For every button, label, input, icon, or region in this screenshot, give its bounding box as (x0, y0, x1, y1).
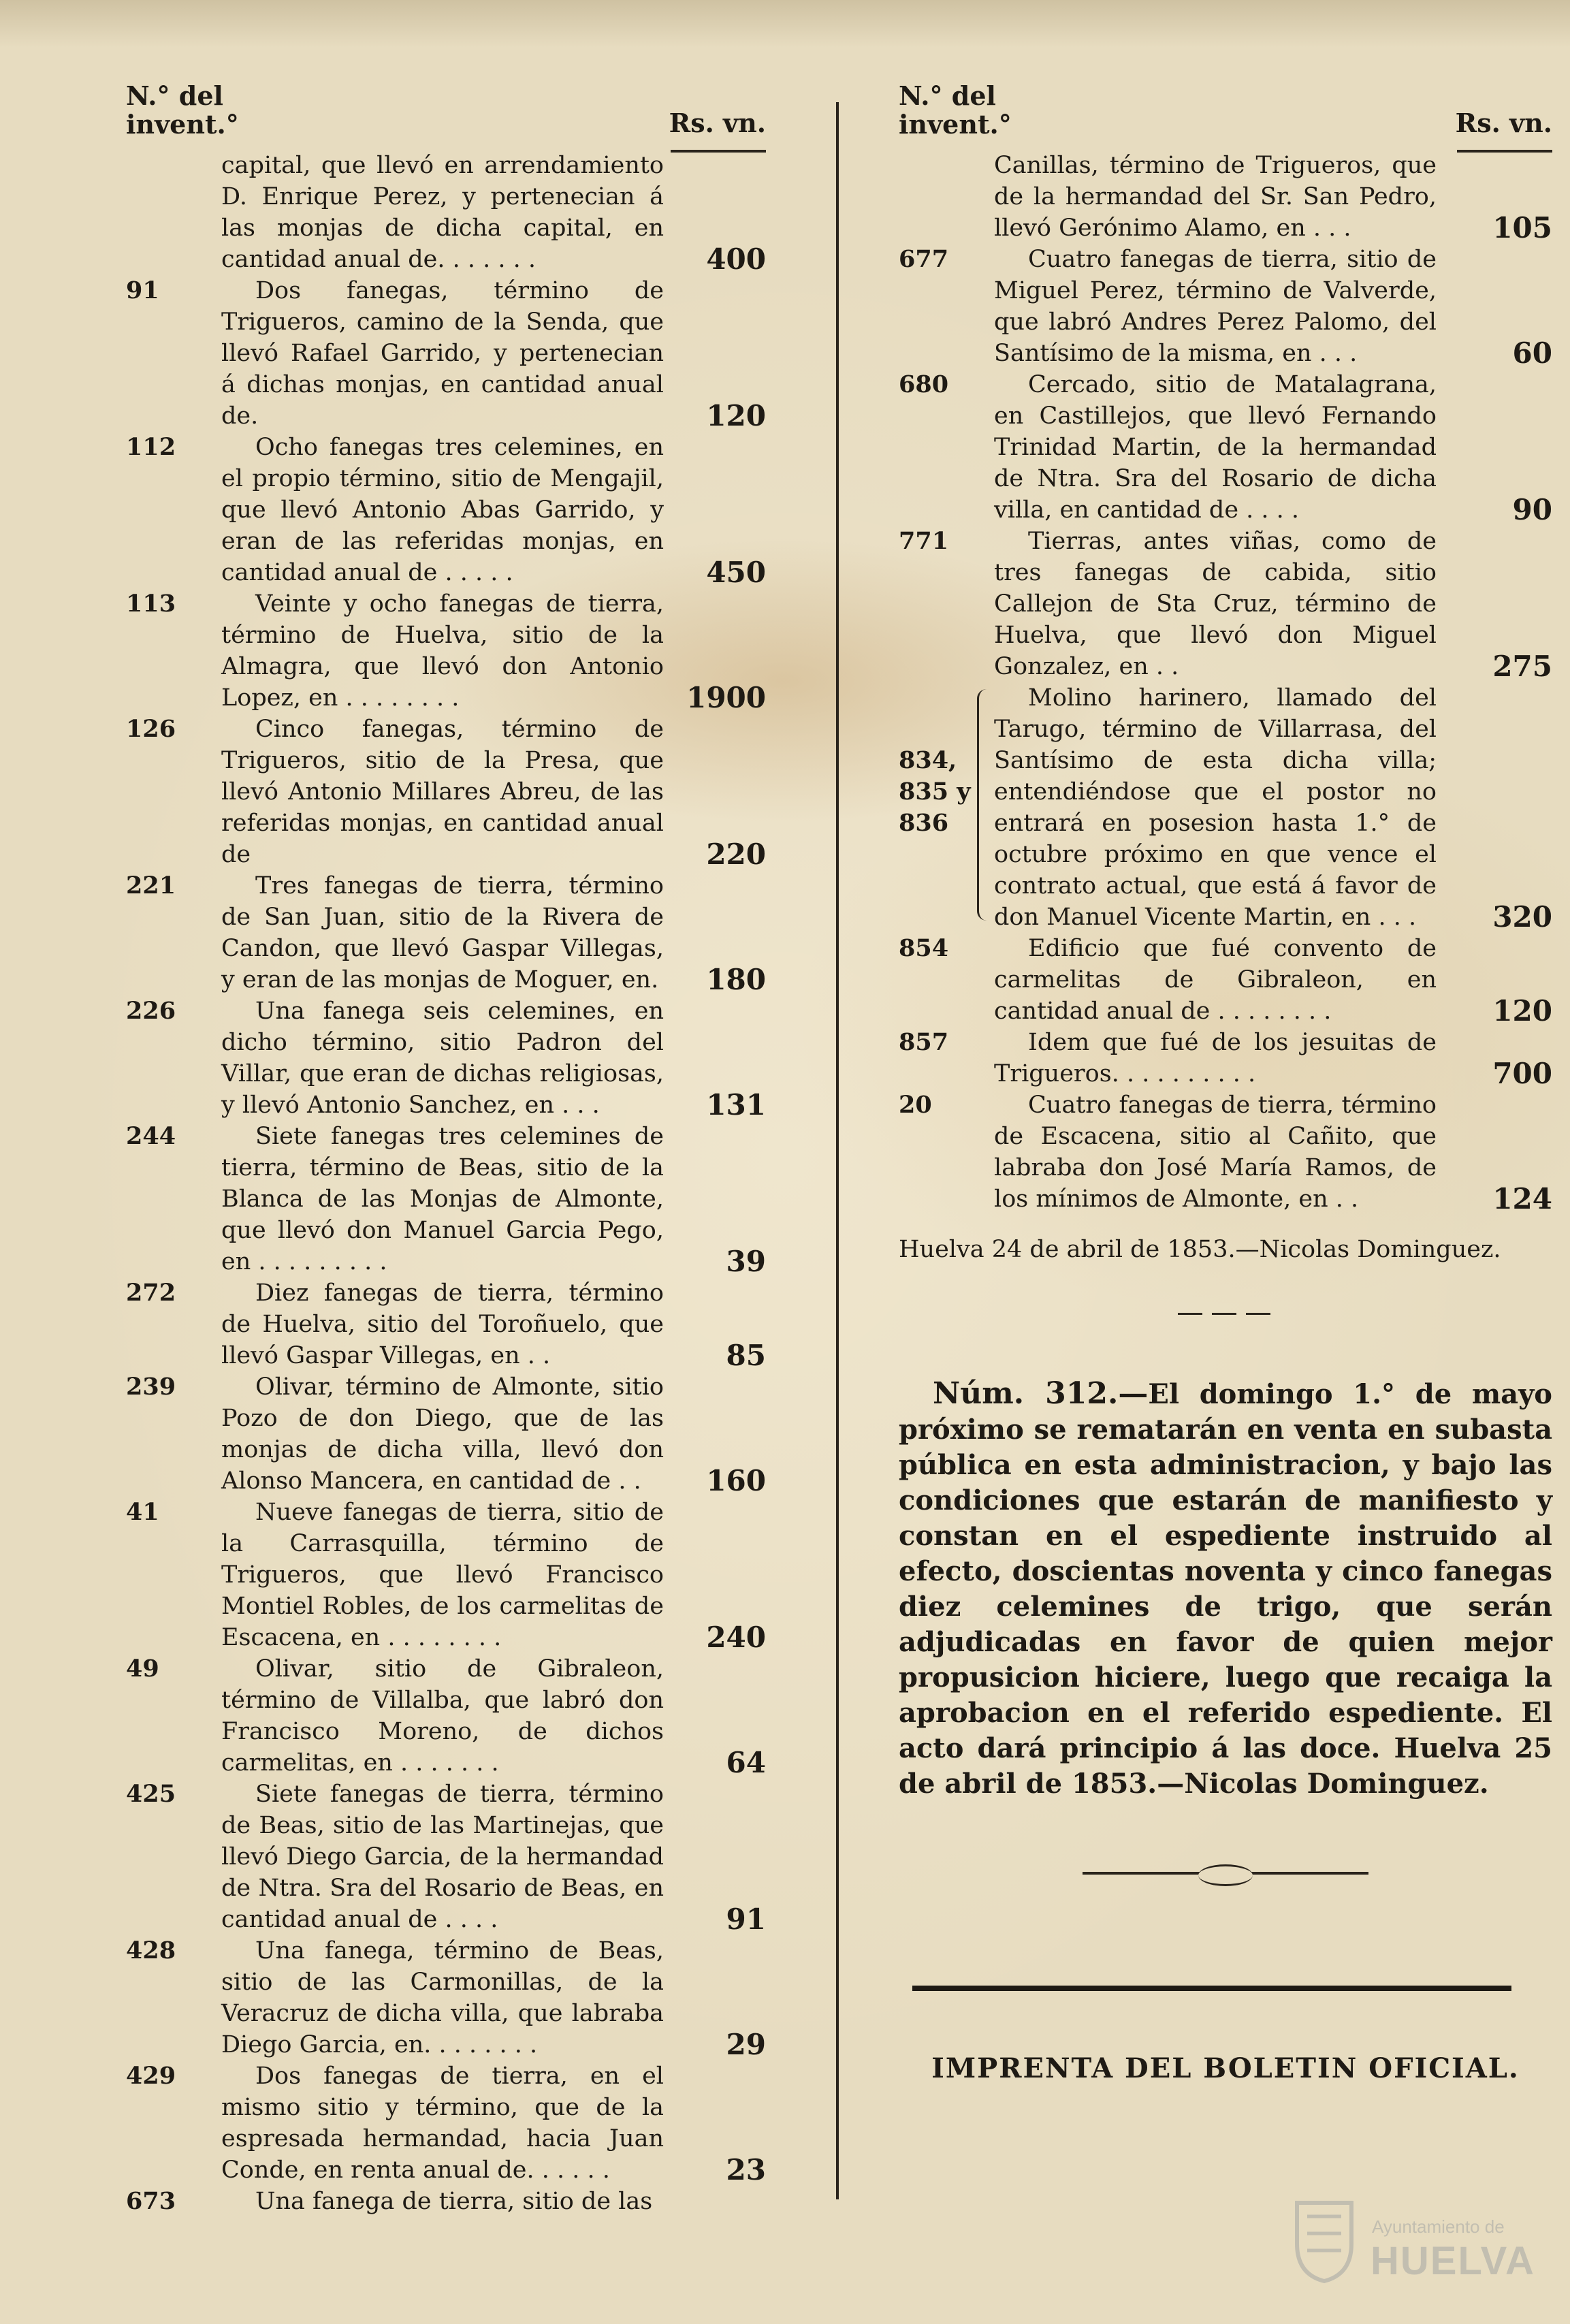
inventory-entry (126, 432, 766, 588)
entry-description: Dos fanegas, término de Trigueros, camino de la Senda, que llevó Rafael Garrido, y pertenecian á dichas monjas, en cantidad anual de. (221, 277, 664, 430)
huelva-logo-watermark (1290, 2196, 1535, 2312)
entry-amount: 160 (706, 1464, 766, 1497)
inventory-header (126, 82, 239, 139)
entry-number: 20 (899, 1091, 932, 1119)
entry-number: 834, 835 y 836 (899, 746, 971, 837)
entry-description: Olivar, término de Almonte, sitio Pozo de don Diego, que de las monjas de dicha villa, llevó don Alonso Mancera, en cantidad de . . (221, 1373, 664, 1495)
inventory-label-line2: invent.° (126, 109, 239, 140)
entry-description: Nueve fanegas de tierra, sitio de la Carrasquilla, término de Trigueros, que llevó Francisco Montiel Robles, de los carmelitas de Escacena, en . . . . . . . . (221, 1499, 664, 1651)
logo-line2: HUELVA (1371, 2239, 1535, 2283)
entry-number: 49 (126, 1655, 159, 1683)
amount-header: Rs. vn. (1455, 108, 1552, 138)
signature-line: Huelva 24 de abril de 1853.—Nicolas Dominguez. (899, 1236, 1501, 1263)
inventory-entry (126, 1121, 766, 1277)
entry-amount: 275 (1492, 650, 1552, 683)
entry-description: Canillas, término de Trigueros, que de la hermandad del Sr. San Pedro, llevó Gerónimo Alamo, en . . . (994, 152, 1437, 242)
inventory-label-line2: invent.° (899, 109, 1012, 140)
entry-description: Cuatro fanegas de tierra, término de Escacena, sitio al Cañito, que labraba don José María Ramos, de los mínimos de Almonte, en . . (994, 1092, 1437, 1213)
inventory-entry (899, 150, 1552, 244)
entry-description: Ocho fanegas tres celemines, en el propio término, sitio de Mengajil, que llevó Antonio Abas Garrido, y eran de las referidas monjas, en cantidad anual de . . . . . (221, 434, 664, 586)
entry-amount: 320 (1492, 900, 1552, 934)
inventory-entry (899, 369, 1552, 526)
entry-number: 771 (899, 527, 949, 555)
entry-amount: 124 (1492, 1182, 1552, 1215)
page-top-edge (0, 0, 1570, 48)
ornamental-rule (1083, 1863, 1368, 1883)
entry-amount: 90 (1512, 493, 1552, 526)
entry-amount: 60 (1512, 336, 1552, 370)
right-column (899, 68, 1552, 2084)
entry-number: 857 (899, 1028, 949, 1056)
entry-number: 126 (126, 715, 176, 743)
entry-description: Una fanega de tierra, sitio de las (255, 2188, 653, 2215)
entry-description: Siete fanegas de tierra, término de Beas, sitio de las Martinejas, que llevó Diego Garcia, de la hermandad de Ntra. Sra del Rosario de Beas, en cantidad anual de . . . . (221, 1781, 664, 1933)
inventory-entry (899, 1089, 1552, 1215)
closing-rule (912, 1986, 1511, 1991)
amount-header: Rs. vn. (669, 108, 766, 138)
entry-number: 91 (126, 276, 159, 304)
shield-icon (1290, 2196, 1358, 2285)
entry-amount: 700 (1492, 1057, 1552, 1090)
inventory-entry (126, 1935, 766, 2060)
entry-number: 425 (126, 1780, 176, 1808)
inventory-entry (126, 2060, 766, 2186)
entry-amount: 85 (726, 1339, 766, 1372)
inventory-label-line1: N.° del (899, 80, 996, 111)
printer-imprint: IMPRENTA DEL BOLETIN OFICIAL. (931, 2052, 1520, 2084)
entry-amount: 105 (1492, 211, 1552, 244)
inventory-entry (899, 244, 1552, 369)
entry-description: Edificio que fué convento de carmelitas de Gibraleon, en cantidad anual de . . . . . . . . (994, 935, 1437, 1025)
inventory-entry (126, 1371, 766, 1497)
entry-number: 41 (126, 1498, 159, 1526)
inventory-entry (126, 275, 766, 432)
left-column-header (126, 68, 766, 150)
entry-amount: 64 (726, 1746, 766, 1779)
right-column-header (899, 68, 1552, 150)
entry-amount: 29 (726, 2028, 766, 2061)
inventory-label-line1: N.° del (126, 80, 223, 111)
entry-amount: 180 (706, 963, 766, 996)
entry-description: Cercado, sitio de Matalagrana, en Castillejos, que llevó Fernando Trinidad Martin, de la hermandad de Ntra. Sra del Rosario de dicha villa, en cantidad de . . . . (994, 371, 1437, 524)
entry-amount: 1900 (686, 681, 766, 714)
ornament-center (1198, 1864, 1253, 1886)
inventory-entry (126, 1497, 766, 1653)
logo-line1: Ayuntamiento de (1372, 2216, 1505, 2237)
inventory-header (899, 82, 1012, 139)
entry-description: Molino harinero, llamado del Tarugo, término de Villarrasa, del Santísimo de esta dicha villa; entendiéndose que el postor no entrará en posesion hasta 1.° de octubre próximo en que vence el contrato actual, que está á favor de don Manuel Vicente Martin, en . . . (994, 684, 1437, 931)
entry-number: 244 (126, 1122, 176, 1150)
entry-number: 673 (126, 2187, 176, 2215)
entry-number: 113 (126, 590, 176, 618)
entry-description: Cuatro fanegas de tierra, sitio de Miguel Perez, término de Valverde, que labró Andres Perez Palomo, del Santísimo de la misma, en . . . (994, 246, 1437, 367)
inventory-entry (899, 682, 1552, 933)
entry-description: Olivar, sitio de Gibraleon, término de Villalba, que labró don Francisco Moreno, de dichos carmelitas, en . . . . . . . (221, 1655, 664, 1777)
entry-amount: 120 (1492, 994, 1552, 1028)
entry-description: Tres fanegas de tierra, término de San Juan, sitio de la Rivera de Candon, que llevó Gaspar Villegas, y eran de las monjas de Moguer, en. (221, 872, 664, 993)
entry-brace (977, 689, 989, 921)
entry-amount: 400 (706, 242, 766, 276)
entry-amount: 23 (726, 2153, 766, 2186)
notice-number: Núm. 312.— (933, 1376, 1149, 1411)
entry-number: 854 (899, 934, 949, 962)
entry-description: Cinco fanegas, término de Trigueros, sitio de la Presa, que llevó Antonio Millares Abreu, de las referidas monjas, en cantidad anual de (221, 716, 664, 868)
entry-description: Tierras, antes viñas, como de tres fanegas de cabida, sitio Callejon de Sta Cruz, término de Huelva, que llevó don Miguel Gonzalez, en . . (994, 528, 1437, 680)
entry-amount: 450 (706, 556, 766, 589)
left-column (126, 68, 766, 2217)
inventory-entry (126, 1779, 766, 1935)
entry-description: capital, que llevó en arrendamiento D. Enrique Perez, y pertenecian á las monjas de dicha capital, en cantidad anual de. . . . . . . (221, 152, 664, 273)
inventory-entry (126, 714, 766, 870)
inventory-entry (899, 933, 1552, 1027)
entry-number: 677 (899, 245, 949, 273)
entry-number: 272 (126, 1279, 176, 1307)
entry-number: 239 (126, 1373, 176, 1401)
inventory-entry (126, 996, 766, 1121)
entry-number: 221 (126, 872, 176, 900)
entry-description: Idem que fué de los jesuitas de Trigueros. . . . . . . . . . (994, 1029, 1437, 1087)
entry-description: Una fanega seis celemines, en dicho término, sitio Padron del Villar, que eran de dichas religiosas, y llevó Antonio Sanchez, en . . . (221, 998, 664, 1119)
inventory-entry (126, 588, 766, 714)
inventory-entry (899, 526, 1552, 682)
entry-amount: 120 (706, 399, 766, 432)
entry-amount: 220 (706, 838, 766, 871)
notice-text: El domingo 1.° de mayo próximo se rematarán en venta en subasta pública en esta administracion, y bajo las condiciones que estarán de manifiesto y constan en el espediente instruido al efecto, doscientas noventa y cinco fanegas diez celemines de trigo, que serán adjudicadas en favor de quien mejor propusicion hiciere, luego que recaiga la aprobacion en el referido espediente. El acto dará principio á las doce. Huelva 25 de abril de 1853.—Nicolas Dominguez. (899, 1378, 1552, 1800)
column-divider (836, 102, 839, 2199)
entry-number: 428 (126, 1937, 176, 1964)
right-entry-list (899, 150, 1552, 1215)
entry-number: 226 (126, 997, 176, 1025)
section-separator (1178, 1313, 1273, 1315)
entry-number: 429 (126, 2062, 176, 2090)
inventory-entry (899, 1027, 1552, 1089)
entry-description: Siete fanegas tres celemines de tierra, término de Beas, sitio de la Blanca de las Monjas de Almonte, que llevó don Manuel Garcia Pego, en . . . . . . . . . (221, 1123, 664, 1275)
entry-description: Dos fanegas de tierra, en el mismo sitio y término, que de la espresada hermandad, hacia Juan Conde, en renta anual de. . . . . . (221, 2063, 664, 2184)
inventory-entry (126, 1277, 766, 1371)
entry-description: Diez fanegas de tierra, término de Huelva, sitio del Toroñuelo, que llevó Gaspar Villegas, en . . (221, 1279, 664, 1369)
inventory-entry (126, 870, 766, 996)
inventory-entry (126, 2186, 766, 2217)
entry-amount: 91 (726, 1903, 766, 1936)
auction-notice (899, 1376, 1552, 1802)
entry-number: 112 (126, 433, 176, 461)
entry-amount: 131 (706, 1088, 766, 1121)
entry-amount: 240 (706, 1621, 766, 1654)
entry-amount: 39 (726, 1245, 766, 1278)
entry-description: Una fanega, término de Beas, sitio de las Carmonillas, de la Veracruz de dicha villa, que labraba Diego Garcia, en. . . . . . . . (221, 1937, 664, 2058)
inventory-entry (126, 1653, 766, 1779)
entry-number: 680 (899, 370, 949, 398)
left-entry-list (126, 150, 766, 2217)
inventory-entry (126, 150, 766, 275)
entry-description: Veinte y ocho fanegas de tierra, término de Huelva, sitio de la Almagra, que llevó don Antonio Lopez, en . . . . . . . . (221, 590, 664, 712)
